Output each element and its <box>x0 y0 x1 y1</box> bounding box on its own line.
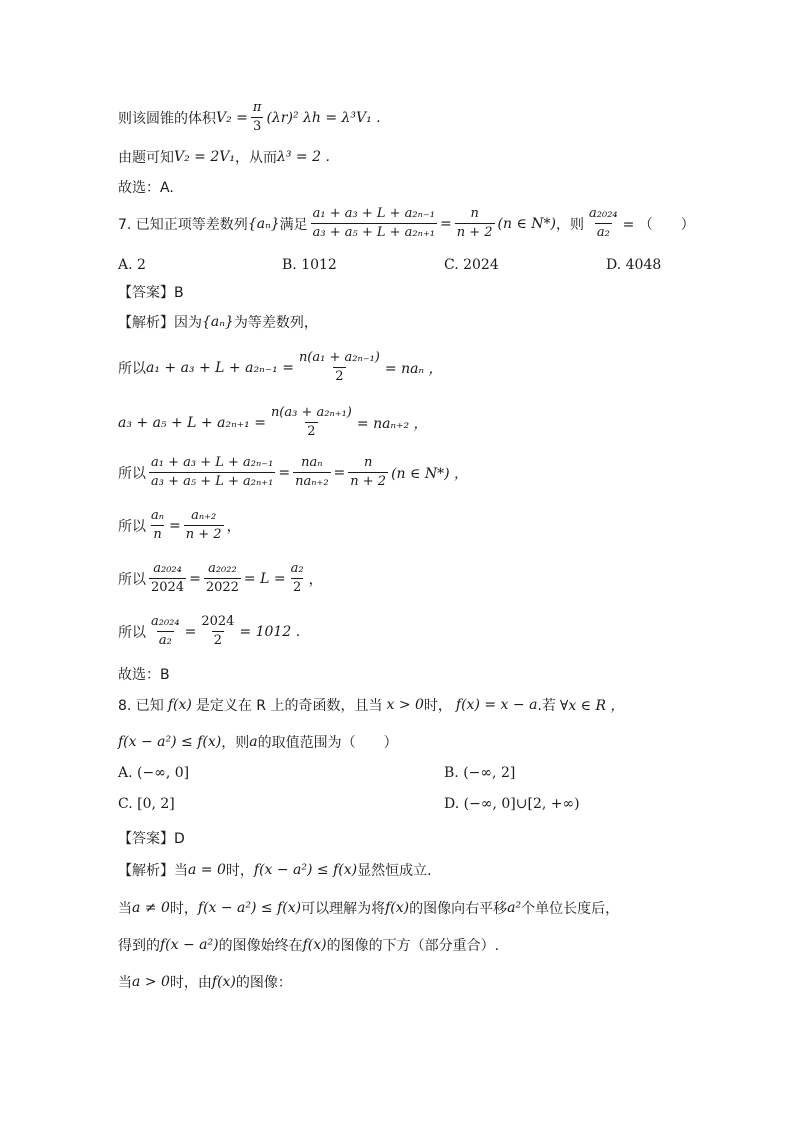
fraction <box>149 614 182 650</box>
option-c: C. 2024 <box>444 257 499 273</box>
text: 时， <box>423 698 452 714</box>
fraction-denominator: 2 <box>307 424 316 440</box>
text: 【答案】D <box>118 831 185 847</box>
math: = <box>184 623 197 640</box>
analysis-8-line-1 <box>118 860 432 880</box>
fraction <box>289 561 306 597</box>
math: a ≠ 0 <box>132 900 170 916</box>
text: 【答案】B <box>118 285 184 301</box>
fraction-denominator: 2024 <box>151 580 185 596</box>
math: f(x − a²) <box>160 937 219 953</box>
fraction <box>455 206 495 242</box>
math: f(x − a²) ≤ f(x) <box>253 862 358 878</box>
fraction-numerator: a₁ + a₃ + L + a₂ₙ₋₁ <box>312 206 435 221</box>
fraction-denominator: n + 2 <box>456 225 493 241</box>
text: 满足 <box>279 216 308 233</box>
math: = naₙ ， <box>384 360 443 377</box>
math: = L = <box>243 570 286 587</box>
math: f(x − a²) ≤ f(x) <box>197 900 302 916</box>
text: 则该圆锥的体积 <box>118 110 216 127</box>
math: a² <box>507 900 522 916</box>
option-a <box>118 765 189 781</box>
option-value: (−∞, 0] <box>137 765 190 781</box>
fraction-denominator: 2 <box>292 580 302 596</box>
math: λ³ = 2 . <box>276 149 330 165</box>
text: 当 <box>118 901 132 917</box>
option-label: D. <box>444 796 460 812</box>
analysis-step-1 <box>118 350 443 386</box>
math: (n ∈ N*) <box>497 215 557 232</box>
fraction-denominator: a₃ + a₅ + L + a₂ₙ₊₁ <box>312 225 435 241</box>
fraction <box>293 455 330 491</box>
math: {aₙ} <box>202 314 234 330</box>
math: (λr)² λh = λ³V₁ . <box>266 109 381 126</box>
math: {aₙ} <box>247 215 280 232</box>
fraction-denominator: n <box>153 527 162 543</box>
math: a = 0 <box>188 862 226 878</box>
analysis-step-6 <box>118 614 300 650</box>
fraction-denominator: 3 <box>253 119 262 135</box>
analysis-step-5 <box>118 561 323 597</box>
math: = <box>189 570 201 587</box>
option-label: B. <box>444 765 459 781</box>
text: .若 <box>537 698 556 714</box>
option-b: B. 1012 <box>282 257 337 273</box>
fraction-numerator: a₂₀₂₄ <box>589 206 618 221</box>
fraction-denominator: a₂ <box>596 225 610 241</box>
text: 所以 <box>118 571 146 588</box>
analysis-8-line-3 <box>118 935 499 955</box>
analysis-8-line-4 <box>118 972 292 992</box>
text: 的取值范围为（ ） <box>257 735 398 751</box>
fraction <box>149 508 166 544</box>
option-value: (−∞, 2] <box>463 765 516 781</box>
option-d: D. 4048 <box>606 257 662 273</box>
math: = <box>169 517 181 534</box>
fraction-numerator: aₙ₊₂ <box>191 508 217 523</box>
fraction-numerator: a₂₀₂₄ <box>151 614 180 629</box>
fraction-numerator: n(a₃ + a₂ₙ₊₁) <box>270 405 352 420</box>
math: a <box>249 734 258 750</box>
text: 【解析】当 <box>118 863 188 879</box>
text: 的图像： <box>235 975 292 991</box>
option-d <box>444 796 580 812</box>
question-8-stem-line-1 <box>118 695 624 715</box>
fraction-numerator: n <box>470 206 479 221</box>
text: 为等差数列， <box>233 315 318 331</box>
math: f(x) <box>385 900 410 916</box>
math: f(x) <box>211 974 236 990</box>
text: ， <box>226 518 241 535</box>
text: 所以 <box>118 624 146 641</box>
text: 的图像向右平移 <box>409 901 508 917</box>
fraction <box>311 206 437 242</box>
answer-choice-7 <box>118 664 170 684</box>
text: 时，由 <box>169 975 212 991</box>
math: f(x) <box>167 697 192 713</box>
text: ， <box>308 571 323 588</box>
option-c <box>118 796 175 812</box>
math: = <box>333 464 346 481</box>
text: 可以理解为将 <box>301 901 386 917</box>
text: 当 <box>118 975 132 991</box>
analysis-step-2 <box>118 405 428 441</box>
text: 得到的 <box>118 938 160 954</box>
text: ，从而 <box>234 150 277 166</box>
fraction <box>297 350 382 386</box>
fraction <box>269 405 354 441</box>
fraction-numerator: a₂₀₂₂ <box>208 561 237 576</box>
fraction-denominator: 2 <box>213 633 223 649</box>
fraction-denominator: 2022 <box>205 580 239 596</box>
text: 【解析】因为 <box>118 315 202 331</box>
text: 时， <box>225 863 254 879</box>
math: V₂ = 2V₁ <box>174 149 235 165</box>
fraction <box>348 455 388 491</box>
answer-blank: = （ ） <box>622 216 695 233</box>
analysis-step-4 <box>118 508 241 544</box>
math: f(x) <box>302 937 327 953</box>
fraction <box>149 455 275 491</box>
question-number: 7. 已知正项等差数列 <box>118 216 248 233</box>
text: ，则 <box>221 735 250 751</box>
fraction-numerator: 2024 <box>201 614 235 629</box>
text: 时， <box>169 901 198 917</box>
option-b <box>444 765 515 781</box>
fraction-numerator: a₂ <box>290 561 304 576</box>
analysis-step-3 <box>118 455 468 491</box>
fraction-numerator: π <box>252 100 262 115</box>
fraction-denominator: a₃ + a₅ + L + a₂ₙ₊₁ <box>151 474 274 490</box>
text: 是定义在 R 上的奇函数，且当 <box>195 698 383 714</box>
text: 所以 <box>118 360 146 377</box>
fraction-numerator: a₁ + a₃ + L + a₂ₙ₋₁ <box>151 455 274 470</box>
text: ，则 <box>556 216 585 233</box>
fraction <box>149 561 186 597</box>
question-number: 8. 已知 <box>118 698 164 714</box>
fraction <box>251 100 264 136</box>
answer-choice-line <box>118 177 174 197</box>
fraction-denominator: 2 <box>335 369 344 385</box>
math: f(x) = x − a <box>455 697 538 713</box>
option-label: C. <box>118 796 133 812</box>
fraction-numerator: aₙ <box>151 508 165 523</box>
fraction <box>184 508 224 544</box>
fraction <box>587 206 620 242</box>
text: 所以 <box>118 465 146 482</box>
fraction-numerator: n <box>364 455 373 470</box>
math: = 1012 . <box>239 623 301 640</box>
option-label: A. <box>118 765 133 781</box>
option-a: A. 2 <box>118 257 146 273</box>
text: 故选：B <box>118 667 170 683</box>
fraction-denominator: a₂ <box>158 633 172 649</box>
math: (n ∈ N*) ， <box>391 465 468 482</box>
math: V₂ = <box>216 109 248 126</box>
math: x > 0 <box>386 697 424 713</box>
math: a₁ + a₃ + L + a₂ₙ₋₁ = <box>146 359 294 376</box>
fraction-numerator: naₙ <box>301 455 323 470</box>
fraction-numerator: a₂₀₂₄ <box>153 561 182 576</box>
math: = <box>278 464 291 481</box>
text: 显然恒成立. <box>357 863 432 879</box>
fraction-denominator: n + 2 <box>185 527 222 543</box>
text: 由题可知 <box>118 150 174 166</box>
math: a > 0 <box>132 974 170 990</box>
analysis-7-intro <box>118 312 318 332</box>
math: a₃ + a₅ + L + a₂ₙ₊₁ = <box>118 414 266 431</box>
fraction-numerator: n(a₁ + a₂ₙ₋₁) <box>298 350 380 365</box>
text: 的图像的下方（部分重合）. <box>326 938 500 954</box>
fraction-denominator: n + 2 <box>350 474 387 490</box>
text: 个单位长度后， <box>521 901 620 917</box>
cone-volume-line <box>118 100 381 136</box>
text: 故选：A. <box>118 180 174 196</box>
math: = naₙ₊₂ ， <box>356 415 428 432</box>
text: 的图像始终在 <box>218 938 303 954</box>
analysis-8-line-2 <box>118 898 619 918</box>
fraction <box>199 614 236 650</box>
answer-7 <box>118 282 184 302</box>
math: = <box>440 215 452 232</box>
text: 所以 <box>118 518 146 535</box>
question-8-stem-line-2 <box>118 732 398 752</box>
fraction-denominator: naₙ₊₂ <box>295 474 329 490</box>
option-value: (−∞, 0]∪[2, +∞) <box>463 796 580 812</box>
math: ∀x ∈ R ， <box>559 698 625 714</box>
volume-relation-line <box>118 147 330 167</box>
math: f(x − a²) ≤ f(x) <box>118 734 222 750</box>
question-7-stem <box>118 206 695 242</box>
answer-8 <box>118 828 185 848</box>
fraction <box>204 561 241 597</box>
option-value: [0, 2] <box>137 796 175 812</box>
